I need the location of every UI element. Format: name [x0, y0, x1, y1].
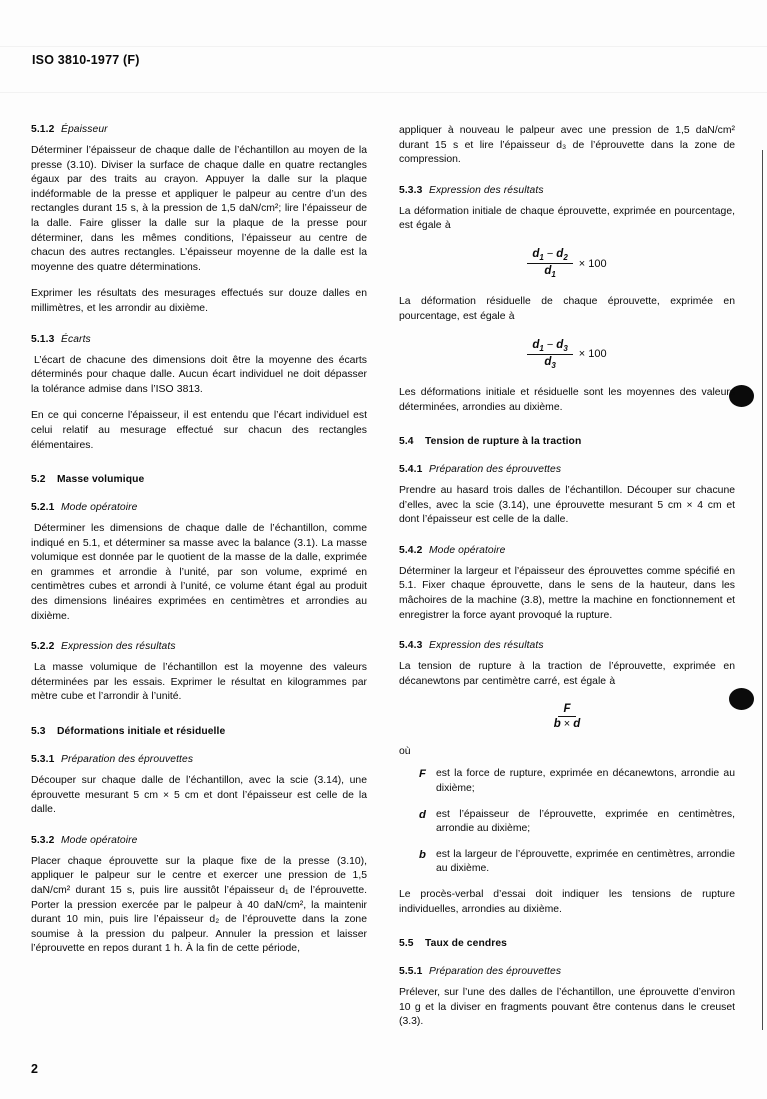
paragraph-5-1-2-1: Déterminer l’épaisseur de chaque dalle de l’échantillon au moyen de la presse (3.10). Diviser la surface de chaque dalle en quatre rectangles égaux par des traits au crayon. Appuyer la dalle sur la plaque indéformable de la presse et appliquer le palpeur au centre d’un des rectangles durant 15 s, à la pression de 1,5 daN/cm²; lire l’épaisseur de la dalle. Faire glisser la dalle sur la plaque de la presse pour déterminer, dans les mêmes conditions, l’épaisseur au centre de chacun des autres rectangles. L’épaisseur moyenne de la dalle est la moyenne des quatre déterminations.	[31, 145, 367, 273]
heading-title: Préparation des éprouvettes	[429, 966, 562, 978]
heading-number: 5.3	[31, 726, 46, 738]
paragraph-5-4-1-1: Prendre au hasard trois dalles de l’échantillon. Découper sur chacune d’elles, avec la scie (3.14), une éprouvette mesurant 5 cm × 4 cm et dont l’épaisseur est celle de la dalle.	[399, 485, 735, 526]
paragraph-5-3-2-continued: appliquer à nouveau le palpeur avec une pression de 1,5 daN/cm² durant 15 s et lire l’épaisseur d₃ de l’éprouvette dans la zone de compression.	[399, 125, 735, 166]
paragraph-5-2-1-1: Déterminer les dimensions de chaque dalle de l’échantillon, comme indiqué en 5.1, et déterminer sa masse avec la balance (3.1). La masse volumique est donnée par le quotient de la masse de la dalle, exprimée en grammes et arrondie à l’unité, par son volume, exprimé en centimètres cubes et arrondi à l’unité, ce volume étant égal au produit des dimensions linéaires exprimées en centimètres et arrondies au dixième.	[31, 523, 367, 622]
formula-residual-deformation	[399, 339, 735, 370]
heading-number: 5.2.1	[31, 502, 55, 514]
fraction-denominator	[549, 717, 586, 730]
subscript-2: 2	[563, 253, 568, 263]
paragraph-5-4-3-1: La tension de rupture à la traction de l’éprouvette, exprimée en décanewtons par centimètre carré, est égale à	[399, 661, 735, 687]
right-column	[399, 124, 735, 1042]
heading-5-3-2	[31, 835, 367, 846]
heading-5-4-3	[399, 640, 735, 651]
variable-d3: d	[556, 338, 564, 351]
heading-title: Mode opératoire	[61, 502, 138, 514]
definition-text: est la largeur de l’éprouvette, exprimée en centimètres, arrondie au dixième.	[436, 848, 735, 875]
heading-number: 5.2	[31, 474, 46, 486]
fraction-numerator	[527, 339, 572, 355]
document-header: ISO 3810-1977 (F)	[32, 53, 140, 67]
heading-5-3	[31, 726, 367, 737]
heading-title: Écarts	[61, 333, 91, 345]
heading-title: Préparation des éprouvettes	[429, 464, 562, 476]
paragraph-5-4-3-2: Le procès-verbal d’essai doit indiquer les tensions de rupture individuelles, arrondies au dixième.	[399, 889, 735, 915]
heading-5-1-2	[31, 124, 367, 135]
scan-noise	[0, 92, 767, 93]
paragraph-5-3-2-1: Placer chaque éprouvette sur la plaque fixe de la presse (3.10), appliquer le palpeur sur le centre et exercer une pression de 1,5 daN/cm² durant 15 s, puis lire aussitôt l’épaisseur d₁ de l’éprouvette. Porter la pression exercée par le palpeur à 40 daN/cm², la maintenir durant 10 min, puis lire l’épaisseur d₂ de l’éprouvette dans la zone soumise à la pression du palpeur. Annuler la pression et laisser l’éprouvette en repos durant 1 h. À la fin de cette période,	[31, 855, 367, 955]
subscript-1: 1	[539, 253, 544, 263]
heading-number: 5.4.1	[399, 464, 423, 476]
heading-number: 5.4.2	[399, 544, 423, 556]
minus-operator: −	[546, 338, 554, 351]
variable-b: b	[553, 718, 561, 731]
heading-5-5-1	[399, 966, 735, 977]
fraction	[527, 248, 572, 279]
variable-d: d	[544, 265, 552, 278]
paragraph-5-3-1-1: Découper sur chaque dalle de l’échantillon, avec la scie (3.14), une éprouvette mesurant 5 cm × 5 cm et dont l’épaisseur est celle de la dalle.	[31, 775, 367, 816]
heading-5-4	[399, 436, 735, 447]
heading-5-3-3	[399, 185, 735, 196]
subscript-1: 1	[539, 343, 544, 353]
where-label: où	[399, 746, 411, 758]
paragraph-5-5-1-1: Prélever, sur l’une des dalles de l’échantillon, une éprouvette d’environ 10 g et la diviser en fragments pouvant être contenus dans le creuset (3.3).	[399, 987, 735, 1028]
paragraph-5-3-3-3: Les déformations initiale et résiduelle sont les moyennes des valeurs déterminées, arrondies au dixième.	[399, 386, 735, 413]
formula-tensile-strength	[399, 703, 735, 730]
heading-title: Épaisseur	[61, 124, 108, 135]
heading-number: 5.3.2	[31, 834, 55, 846]
heading-number: 5.4	[399, 436, 414, 448]
heading-title: Mode opératoire	[61, 834, 138, 846]
subscript: 3	[551, 360, 556, 370]
variable-d1: d	[532, 247, 540, 260]
heading-title: Préparation des éprouvettes	[61, 754, 194, 766]
subscript: 1	[551, 270, 556, 280]
definition-item	[399, 848, 735, 877]
heading-title: Expression des résultats	[429, 640, 544, 652]
heading-title: Tension de rupture à la traction	[425, 436, 582, 448]
fraction	[527, 339, 572, 370]
page-number: 2	[31, 1062, 38, 1076]
definition-item	[399, 808, 735, 837]
definition-list	[399, 767, 735, 877]
heading-number: 5.2.2	[31, 641, 55, 653]
definition-text: est l’épaisseur de l’éprouvette, exprimée en centimètres, arrondie au dixième;	[436, 808, 735, 835]
paragraph-5-1-3-2: En ce qui concerne l’épaisseur, il est entendu que l’écart individuel est celui relatif au mesurage effectué sur chacun des rectangles élémentaires.	[31, 410, 367, 451]
paragraph-5-3-3-2: La déformation résiduelle de chaque éprouvette, exprimée en pourcentage, est égale à	[399, 296, 735, 322]
heading-number: 5.3.1	[31, 754, 55, 766]
heading-number: 5.1.3	[31, 333, 55, 345]
minus-operator: −	[546, 247, 554, 260]
heading-title: Expression des résultats	[61, 641, 176, 653]
paragraph-5-3-3-1: La déformation initiale de chaque éprouvette, exprimée en pourcentage, est égale à	[399, 205, 735, 232]
left-column	[31, 124, 367, 1042]
variable-F: F	[563, 703, 571, 716]
heading-number: 5.5	[399, 938, 414, 950]
variable-d1: d	[532, 338, 540, 351]
heading-5-5	[399, 938, 735, 949]
paragraph-5-2-2-1: La masse volumique de l’échantillon est la moyenne des valeurs déterminées par les essais. Exprimer le résultat en kilogrammes par mètre cube et l’arrondir à l’unité.	[31, 662, 367, 703]
formula-initial-deformation	[399, 248, 735, 279]
paragraph-5-1-3-1: L’écart de chacune des dimensions doit être la moyenne des écarts déterminés pour chaque dalle. Aucun écart individuel ne doit dépasser la tolérance admise dans l’ISO 3813.	[31, 354, 367, 395]
heading-number: 5.5.1	[399, 966, 423, 978]
heading-title: Expression des résultats	[429, 184, 544, 196]
formula-multiplier: × 100	[578, 348, 607, 361]
heading-5-3-1	[31, 754, 367, 765]
fraction	[549, 703, 586, 730]
heading-number: 5.3.3	[399, 184, 423, 196]
heading-5-2	[31, 474, 367, 485]
fraction-denominator	[539, 264, 560, 279]
two-column-body	[31, 124, 736, 1042]
paragraph-5-4-2-1: Déterminer la largeur et l’épaisseur des éprouvettes comme spécifié en 5.1. Fixer chaque éprouvette, dans le sens de la hauteur, dans les mâchoires de la machine (3.8), mettre la machine en fonctionnement et enregistrer la force ayant provoqué la rupture.	[399, 565, 735, 621]
heading-title: Masse volumique	[57, 474, 145, 486]
definition-symbol: F	[419, 768, 426, 781]
formula-multiplier: × 100	[578, 257, 607, 270]
heading-title: Déformations initiale et résiduelle	[57, 726, 226, 738]
fraction-numerator	[558, 703, 575, 717]
heading-title: Mode opératoire	[429, 544, 506, 556]
heading-5-1-3	[31, 334, 367, 345]
variable-d: d	[573, 718, 581, 731]
times-operator: ×	[563, 718, 571, 731]
heading-5-4-2	[399, 545, 735, 556]
definition-symbol: b	[419, 848, 426, 861]
heading-number: 5.1.2	[31, 124, 55, 135]
heading-5-2-1	[31, 502, 367, 513]
definition-symbol: d	[419, 808, 426, 821]
heading-title: Taux de cendres	[425, 938, 507, 950]
subscript-3: 3	[563, 343, 568, 353]
paragraph-5-1-2-2: Exprimer les résultats des mesurages effectués sur douze dalles en millimètres, et les arrondir au dixième.	[31, 288, 367, 314]
variable-d: d	[544, 355, 552, 368]
variable-d2: d	[556, 247, 564, 260]
heading-5-2-2	[31, 641, 367, 652]
scan-noise	[0, 46, 767, 47]
definition-item	[399, 767, 735, 796]
heading-number: 5.4.3	[399, 640, 423, 652]
fraction-numerator	[527, 248, 572, 264]
scan-edge-line	[762, 150, 763, 1030]
definition-text: est la force de rupture, exprimée en décanewtons, arrondie au dixième;	[436, 768, 735, 795]
heading-5-4-1	[399, 464, 735, 475]
fraction-denominator	[539, 355, 560, 370]
